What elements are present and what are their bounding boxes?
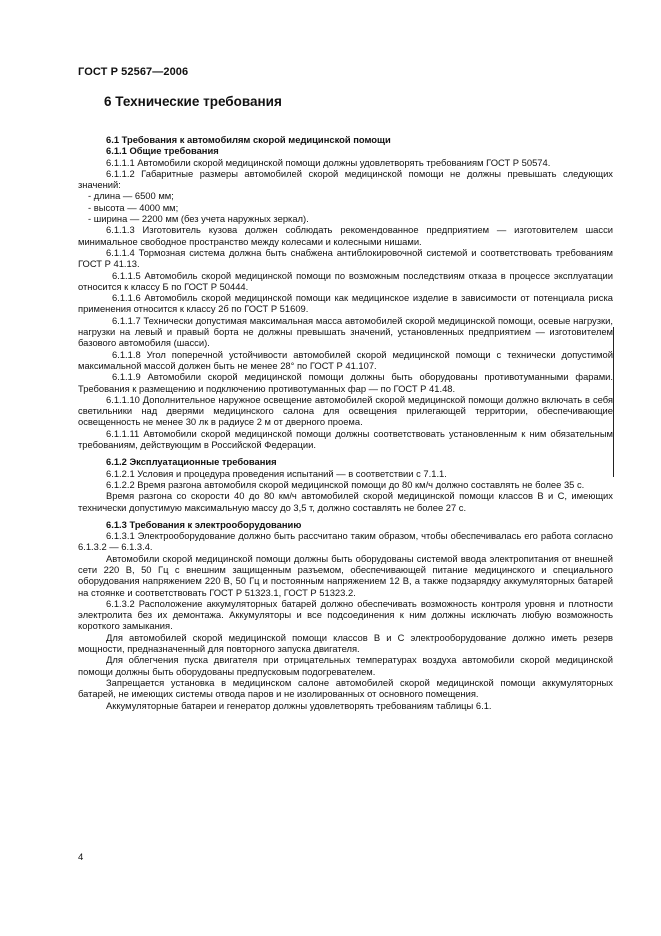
clause-heading: 6.1.2 Эксплуатационные требования: [106, 456, 277, 468]
document-body: [78, 134, 613, 711]
paragraph: Запрещается установка в медицинском салоне автомобилей скорой медицинской помощи аккумуляторных батарей, не имеющих системы отвода паров и не изолированных от основного помещения.: [78, 676, 613, 700]
paragraph: 6.1.2.1 Условия и процедура проведения испытаний — в соответствии с 7.1.1.: [106, 467, 447, 479]
paragraph: 6.1.3.1 Электрооборудование должно быть рассчитано таким образом, чтобы обеспечивалась его работа согласно 6.1.3.2 — 6.1.3.4.: [78, 530, 613, 553]
list-item: - ширина — 2200 мм (без учета наружных зеркал).: [88, 213, 309, 225]
clause-heading: 6.1.3 Требования к электрооборудованию: [106, 518, 302, 530]
paragraph: 6.1.1.1 Автомобили скорой медицинской помощи должны удовлетворять требованиям ГОСТ Р 50574.: [106, 156, 551, 168]
paragraph: Для облегчения пуска двигателя при отрицательных температурах воздуха автомобили скорой медицинской помощи должны быть оборудованы предпусковым подогревателем.: [78, 654, 613, 677]
paragraph: 6.1.1.10 Дополнительное наружное освещение автомобилей скорой медицинской помощи должно включать в себя светильники над дверями медицинского салона для освещения прилегающей территории, обеспечивающие освещенность не менее 30 лк в радиусе 2 м от дверного проема.: [78, 393, 613, 428]
paragraph: Аккумуляторные батареи и генератор должны удовлетворять требованиям таблицы 6.1.: [106, 699, 492, 711]
paragraph: Автомобили скорой медицинской помощи должны быть оборудованы системой ввода электропитания от внешней сети 220 В, 50 Гц с внешним защищенным разъемом, обеспечивающей питание медицинского и специального оборудования напряжением 220 В, 50 Гц и постоянным напряжением 12 В, а также подзарядку аккумуляторных батарей на стоянке и соответствовать ГОСТ Р 51323.1, ГОСТ Р 51323.2.: [78, 552, 613, 598]
paragraph: 6.1.3.2 Расположение аккумуляторных батарей должно обеспечивать возможность контроля уровня и плотности электролита без их демонтажа. Аккумуляторы и все подсоединения к ним должны исключать любую возможность короткого замыкания.: [78, 597, 613, 632]
paragraph: Время разгона со скорости 40 до 80 км/ч автомобилей скорой медицинской помощи классов В и С, имеющих технически допустимую максимальную массу до 3,5 т, должно составлять не более 27 с.: [78, 490, 613, 513]
paragraph: 6.1.1.8 Угол поперечной устойчивости автомобилей скорой медицинской помощи с технически допустимой максимальной массой должен быть не менее 28° по ГОСТ Р 41.107.: [78, 348, 613, 371]
paragraph: 6.1.1.11 Автомобили скорой медицинской помощи должны соответствовать установленным к ним обязательным требованиям, действующим в Российской Федерации.: [78, 427, 613, 451]
document-header: ГОСТ Р 52567—2006: [78, 66, 189, 78]
subsection-heading: 6.1 Требования к автомобилям скорой медицинской помощи: [106, 134, 391, 145]
paragraph: 6.1.2.2 Время разгона автомобиля скорой медицинской помощи до 80 км/ч должно составлять не более 35 с.: [106, 478, 585, 490]
list-item: - длина — 6500 мм;: [88, 190, 174, 202]
paragraph: 6.1.1.2 Габаритные размеры автомобилей скорой медицинской помощи не должны превышать следующих значений:: [78, 167, 613, 191]
paragraph: 6.1.1.9 Автомобили скорой медицинской помощи должны быть оборудованы противотуманными фарами. Требования к размещению и подключению противотуманных фар — по ГОСТ Р 41.48.: [78, 371, 613, 394]
paragraph: 6.1.1.6 Автомобиль скорой медицинской помощи как медицинское изделие в зависимости от потенциала риска применения относится к классу 2б по ГОСТ Р 51609.: [78, 292, 613, 315]
paragraph: 6.1.1.7 Технически допустимая максимальная масса автомобилей скорой медицинской помощи, осевые нагрузки, нагрузки на левый и правый борта не должны превышать значений, установленных предприятием — изготовителем базового автомобиля (шасси).: [78, 314, 613, 349]
paragraph: 6.1.1.5 Автомобиль скорой медицинской помощи по возможным последствиям отказа в процессе эксплуатации относится к классу Б по ГОСТ Р 50444.: [78, 269, 613, 292]
section-title: 6 Технические требования: [104, 94, 282, 109]
paragraph: 6.1.1.3 Изготовитель кузова должен соблюдать рекомендованное предприятием — изготовителем шасси минимальное свободное пространство между колесами и колесными нишами.: [78, 224, 613, 247]
paragraph: Для автомобилей скорой медицинской помощи классов В и С электрооборудование должно иметь резерв мощности, предназначенный для повторного запуска двигателя.: [78, 631, 613, 655]
clause-heading: 6.1.1 Общие требования: [106, 145, 219, 157]
page-number: 4: [78, 852, 84, 863]
paragraph: 6.1.1.4 Тормозная система должна быть снабжена антиблокировочной системой и соответствовать требованиям ГОСТ Р 41.13.: [78, 246, 613, 270]
list-item: - высота — 4000 мм;: [88, 201, 179, 213]
revision-bar: [613, 327, 614, 477]
